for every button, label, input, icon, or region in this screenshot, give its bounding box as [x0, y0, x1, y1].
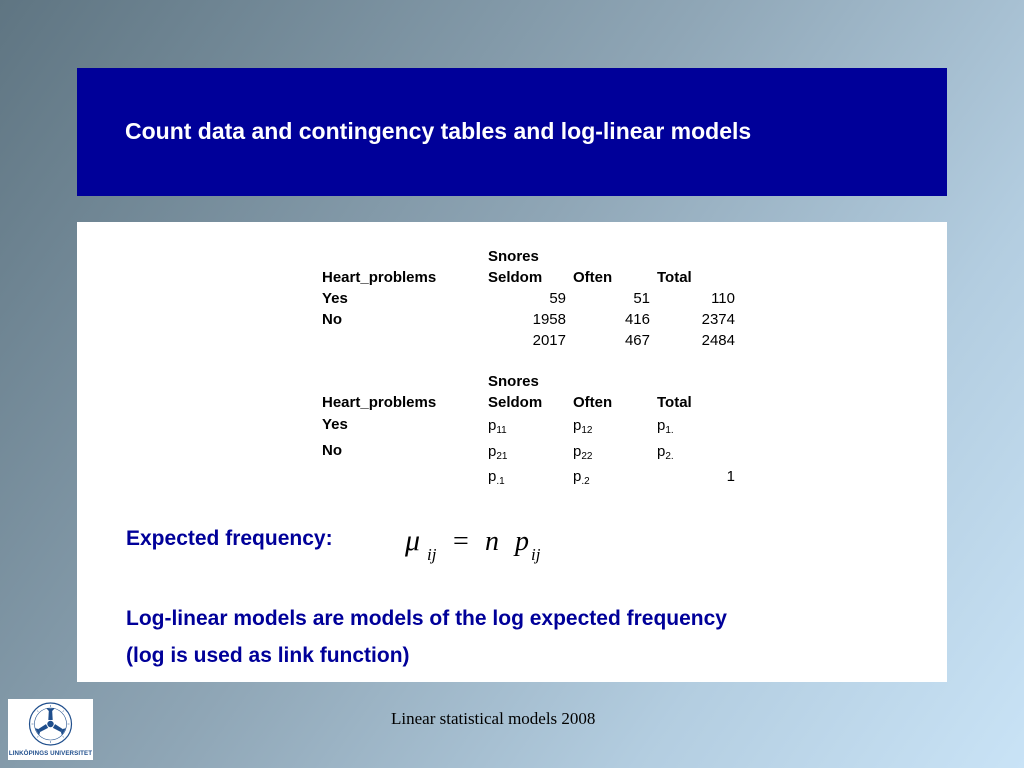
formula-p: p — [515, 526, 529, 557]
expected-frequency-label: Expected frequency: — [126, 527, 333, 550]
expected-frequency-formula — [405, 522, 555, 568]
prob-cell: $p_{1.}$ — [657, 417, 674, 436]
column-header-often: Often — [573, 394, 613, 411]
table-row-header: Heart_problems — [322, 269, 437, 286]
loglinear-line-2: (log is used as link function) — [126, 644, 410, 667]
row-label-no: No — [322, 442, 342, 459]
prob-cell: $p_{11}$ — [488, 417, 507, 436]
university-seal-icon — [8, 699, 93, 751]
prob-cell: $p_{22}$ — [573, 443, 593, 462]
table-cell: 467 — [624, 332, 650, 349]
slide-footer: Linear statistical models 2008 — [391, 709, 596, 728]
column-header-often: Often — [573, 269, 613, 286]
row-label-yes: Yes — [322, 290, 348, 307]
table-row-header: Heart_problems — [322, 394, 437, 411]
table-group-header: Snores — [488, 248, 539, 265]
table-cell: 416 — [624, 311, 650, 328]
table-cell: 2484 — [701, 332, 735, 349]
table-cell: 1 — [726, 468, 735, 485]
column-header-total: Total — [657, 394, 692, 411]
formula-n: n — [485, 526, 499, 557]
row-label-no: No — [322, 311, 342, 328]
formula-mu-subscript: ij — [427, 545, 437, 564]
column-header-total: Total — [657, 269, 692, 286]
loglinear-line-1: Log-linear models are models of the log expected frequency — [126, 607, 727, 630]
slide-title: Count data and contingency tables and log-linear models — [125, 118, 752, 144]
loglinear-description — [126, 600, 727, 674]
university-logo — [8, 699, 93, 760]
title-banner — [77, 68, 947, 196]
table-cell: 2017 — [532, 332, 566, 349]
university-name: LINKÖPINGS UNIVERSITET — [8, 750, 93, 757]
prob-cell: $p_{21}$ — [488, 443, 508, 462]
column-header-seldom: Seldom — [488, 394, 543, 411]
table-cell: 51 — [633, 290, 650, 307]
table-group-header: Snores — [488, 373, 539, 390]
prob-cell: $p_{2.}$ — [657, 443, 674, 462]
prob-cell: $p_{.1}$ — [488, 468, 505, 487]
table-cell: 2374 — [701, 311, 735, 328]
prob-cell: $p_{.2}$ — [573, 468, 590, 487]
content-panel — [77, 222, 947, 682]
table-cell: 59 — [549, 290, 566, 307]
column-header-seldom: Seldom — [488, 269, 543, 286]
row-label-yes: Yes — [322, 416, 348, 433]
prob-cell: $p_{12}$ — [573, 417, 593, 436]
table-cell: 1958 — [532, 311, 566, 328]
table-cell: 110 — [711, 290, 735, 307]
formula-equals: = — [453, 526, 469, 557]
formula-p-subscript: ij — [531, 545, 541, 564]
formula-mu: μ — [405, 524, 421, 557]
